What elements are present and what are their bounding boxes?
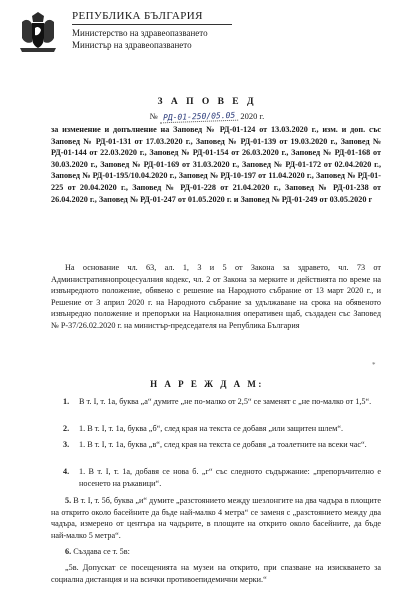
- item-text: Създава се т. 5в:: [73, 547, 130, 556]
- header-rule: [72, 24, 232, 25]
- coat-of-arms-icon: [14, 8, 62, 56]
- item-number: 2.: [63, 424, 70, 433]
- item-text: 1. В т. I, т. 1а, буква „б“, след края на текста се добавя „или защитен шлем“.: [79, 424, 344, 433]
- item-number: 6.: [65, 547, 72, 556]
- order-subject: за изменение и допълнение на Заповед № РД-01-124 от 13.03.2020 г., изм. и доп. със Заповед № РД-01-131 от 17.03.2020 г., Заповед № РД-01-139 от 19.03.2020 г., Заповед № РД-01-144 от 22.03.2020 г., Заповед № РД-01-154 от 26.03.2020 г., Заповед № РД-01-168 от 30.03.2020 г., Заповед № РД-01-169 от 31.03.2020 г., Заповед № РД-01-172 от 02.04.2020 г., Заповед № РД-01-195/10.04.2020 г., Заповед № РД-10-197 от 11.04.2020 г., Заповед № РД-01-225 от 20.04.2020 г., Заповед № РД-01-228 от 21.04.2020 г., Заповед № РД-01-238 от 26.04.2020 г., Заповед № РД-01-247 от 01.05.2020 г. и Заповед № РД-01-249 от 03.05.2020 г: [51, 125, 381, 204]
- item-text: В т. I, т. 5б, буква „и“ думите „разстоянието между шезлонгите на два чадъра в площите на открито около басейните да бъде най-малко 4 метра“ се заменя с „разстоянието между два чадъра, измерено от центъра на чадърите, в площите на открито около басейните, да бъде най-малко 5 метра“.: [51, 496, 381, 540]
- minister-title: Министър на здравеопазването: [72, 40, 192, 50]
- letterhead: [14, 8, 404, 62]
- handwritten-number: РД-01-250/05.05: [160, 111, 239, 124]
- order-number-line: [0, 111, 414, 122]
- item-text-with-number: [51, 546, 381, 558]
- legal-basis-paragraph: На основание чл. 63, ал. 1, 3 и 5 от Закона за здравето, чл. 73 от Административнопроцесуалния кодекс, чл. 2 от Закона за мерките и действията по време на извънредното положение, обявено с решение на Народното събрание от 13 март 2020 г., и Решение от 3 април 2020 г. на Народното събрание за удължаване на срока на обявеното извънредно положение и препоръки на Националния оперативен щаб, създаден със Заповед № Р-37/26.02.2020 г. на министър-председателя на Република България: [51, 263, 381, 330]
- country-name: РЕПУБЛИКА БЪЛГАРИЯ: [72, 10, 203, 22]
- item-text: 1. В т. I, т. 1а, буква „в“, след края на текста се добавя „а тоалетните на всеки час“.: [79, 440, 367, 449]
- margin-mark: *: [372, 361, 376, 369]
- item-number: 1.: [63, 397, 70, 406]
- item-text: 1. В т. I, т. 1а, добавя се нова б. „г“ със следното съдържание: „препоръчително е носенето на ръкавици“.: [79, 467, 381, 488]
- item-number: 3.: [63, 440, 70, 449]
- item-number: 4.: [63, 467, 70, 476]
- item-text: В т. I, т. 1а, буква „а“ думите „не по-малко от 2,5“ се заменят с „не по-малко от 1,5“.: [79, 397, 372, 406]
- item-number: 5.: [65, 496, 72, 505]
- order-heading: Н А Р Е Ж Д А М:: [150, 379, 264, 389]
- item-text-with-number: [51, 495, 381, 541]
- number-suffix: 2020 г.: [240, 111, 265, 121]
- number-prefix: №: [149, 111, 158, 121]
- institution-block: [72, 10, 232, 52]
- ministry-name: Министерство на здравеопазването: [72, 27, 208, 38]
- item-text: „5в. Допускат се посещенията на музеи на открито, при спазване на изискването за социална дистанция и на всички противоепидемични мерки.“: [51, 563, 381, 584]
- document-title: З А П О В Е Д: [157, 97, 257, 107]
